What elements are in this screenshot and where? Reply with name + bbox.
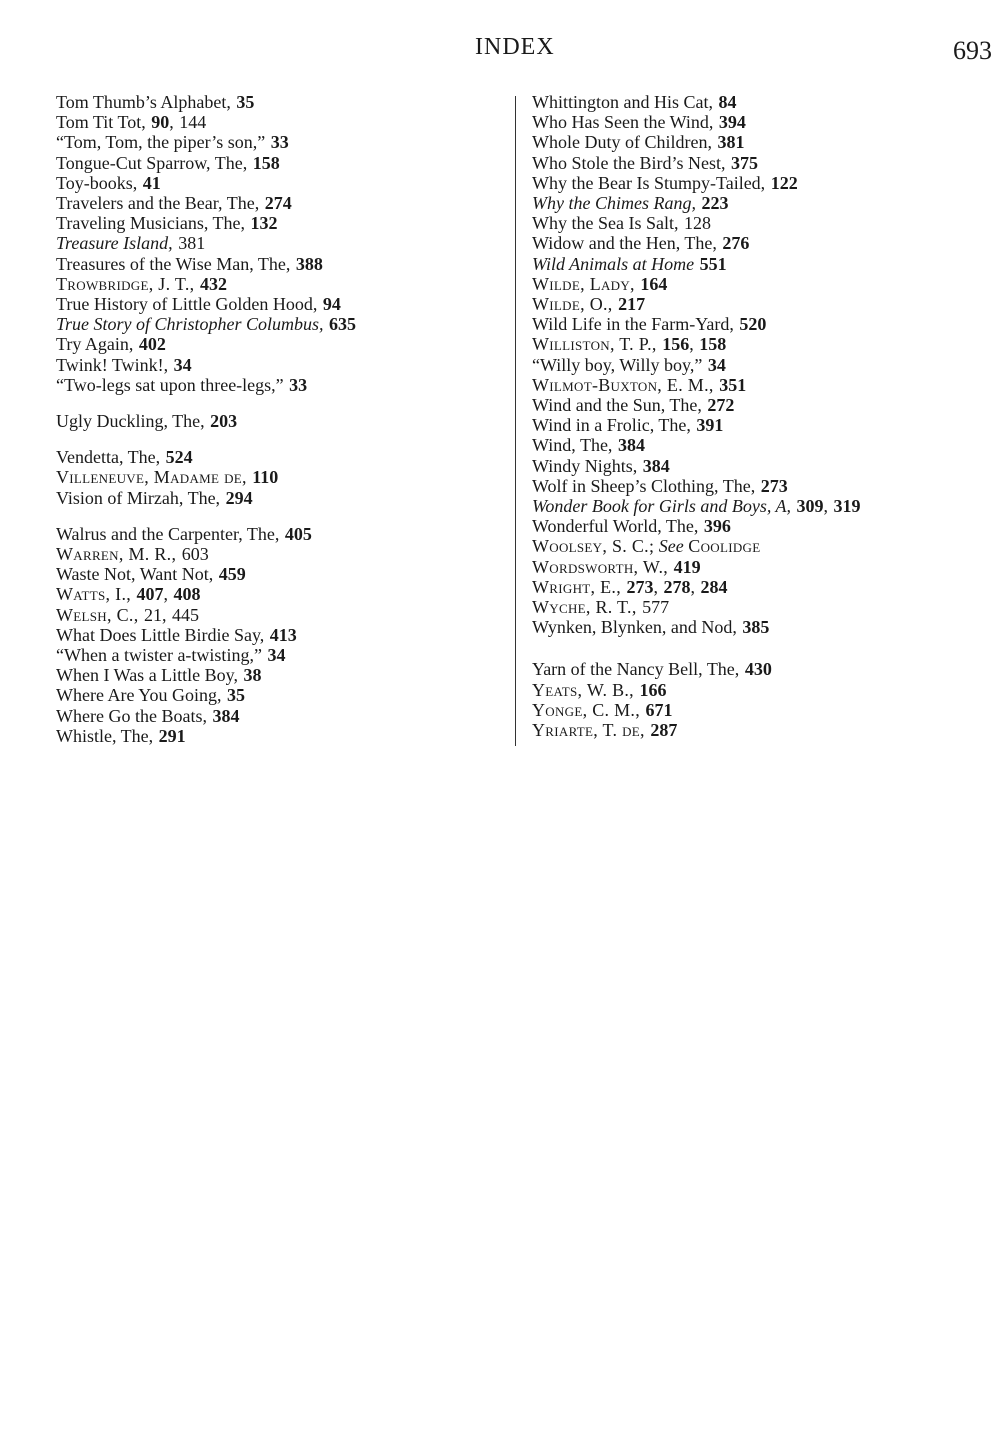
page-reference: 158 [699, 334, 727, 355]
entry-title: Wild Life in the Farm-Yard, [532, 314, 734, 335]
index-entry [56, 726, 496, 746]
index-entry [56, 665, 496, 685]
index-entry [532, 557, 992, 577]
index-entry [56, 92, 496, 112]
index-entry [532, 193, 992, 213]
index-entry [532, 680, 992, 700]
page-reference: 274 [264, 193, 292, 214]
see-target: Coolidge [688, 536, 761, 557]
index-entry [532, 314, 992, 334]
entry-title: Toy-books, [56, 172, 138, 193]
page-reference: 33 [270, 132, 289, 153]
page-reference: 384 [212, 705, 240, 726]
entry-title: Why the Sea Is Salt, [532, 213, 679, 234]
page-reference: 276 [722, 233, 750, 254]
index-entry [56, 706, 496, 726]
index-entry [532, 536, 992, 556]
page-reference: 388 [295, 253, 323, 274]
page-reference: 34 [173, 354, 192, 375]
entry-title: Waste Not, Want Not, [56, 564, 214, 585]
page-reference: 21 [144, 604, 162, 625]
page-reference: 110 [252, 467, 279, 488]
index-entry [56, 411, 496, 431]
entry-title: Where Go the Boats, [56, 705, 207, 726]
index-column-left [56, 92, 496, 746]
index-entry [56, 294, 496, 314]
index-entry [532, 415, 992, 435]
index-entry [56, 132, 496, 152]
entry-title: Wind in a Frolic, The, [532, 415, 691, 436]
index-letter-group [56, 92, 496, 395]
entry-title: Yarn of the Nancy Bell, The, [532, 659, 740, 680]
page-reference: 294 [225, 487, 253, 508]
index-entry [532, 254, 992, 274]
page-reference: 520 [739, 314, 767, 335]
page-reference: 217 [618, 294, 646, 315]
entry-title: Woolsey, S. C.; [532, 536, 655, 557]
index-entry [532, 700, 992, 720]
entry-title: Watts, I., [56, 584, 132, 605]
index-entry [56, 314, 496, 334]
entry-title: Vendetta, The, [56, 447, 161, 468]
entry-title: Windy Nights, [532, 455, 638, 476]
entry-title: Ugly Duckling, The, [56, 411, 205, 432]
page-reference: 35 [236, 92, 255, 112]
page-reference: 34 [267, 645, 286, 666]
index-entry [56, 153, 496, 173]
page-reference: 38 [243, 665, 262, 686]
index-letter-group [532, 659, 992, 740]
index-entry [532, 132, 992, 152]
page-reference: 407 [136, 584, 164, 605]
index-column-right [532, 92, 992, 740]
entry-title: “Willy boy, Willy boy,” [532, 354, 703, 375]
page-reference: 35 [226, 685, 245, 706]
page-reference: 432 [199, 273, 227, 294]
entry-title: Warren, M. R., [56, 544, 177, 565]
entry-title: Widow and the Hen, The, [532, 233, 717, 254]
index-entry [56, 173, 496, 193]
entry-title: Vision of Mirzah, The, [56, 487, 221, 508]
entry-title: What Does Little Birdie Say, [56, 624, 265, 645]
entry-title: Wind and the Sun, The, [532, 395, 702, 416]
entry-title: Twink! Twink!, [56, 354, 169, 375]
entry-title: Wolf in Sheep’s Clothing, The, [532, 475, 756, 496]
page-reference: 430 [744, 659, 772, 680]
index-entry [56, 254, 496, 274]
index-letter-group [56, 447, 496, 508]
index-entry: Welsh, C., 21, 445 [56, 604, 199, 625]
entry-title: Wright, E., [532, 576, 622, 597]
index-entry [56, 193, 496, 213]
page-reference: 385 [742, 617, 770, 638]
entry-title: Trowbridge, J. T., [56, 273, 195, 294]
page-reference: 94 [322, 294, 341, 315]
index-entry [56, 685, 496, 705]
page-number: 693 [953, 36, 992, 65]
page-reference: 272 [707, 395, 735, 416]
page-reference: 156 [662, 334, 690, 355]
index-entry [532, 173, 992, 193]
index-entry [56, 274, 496, 294]
page-reference: 33 [289, 374, 308, 395]
index-entry [532, 476, 992, 496]
entry-title: Williston, T. P., [532, 334, 657, 355]
index-entry [56, 625, 496, 645]
index-entry [56, 564, 496, 584]
page-reference: 391 [696, 415, 724, 436]
index-entry [532, 233, 992, 253]
index-entry [532, 435, 992, 455]
index-entry [56, 334, 496, 354]
entry-title: Who Has Seen the Wind, [532, 112, 714, 133]
page-reference: 278 [663, 576, 691, 597]
page-reference: 445 [172, 604, 199, 625]
page-reference: 291 [158, 725, 186, 746]
entry-title: Yeats, W. B., [532, 679, 634, 700]
index-entry [56, 447, 496, 467]
page-reference: 405 [284, 523, 312, 544]
index-letter-group [532, 92, 992, 637]
entry-title: Walrus and the Carpenter, The, [56, 523, 280, 544]
page-reference: 273 [626, 576, 654, 597]
entry-title: Wordsworth, W., [532, 556, 669, 577]
page-reference: 603 [181, 544, 209, 565]
entry-title: Who Stole the Bird’s Nest, [532, 152, 726, 173]
entry-title: When I Was a Little Boy, [56, 665, 239, 686]
entry-title: Whistle, The, [56, 725, 154, 746]
entry-title: Wonder Book for Girls and Boys, A, [532, 496, 791, 517]
page-reference: 90 [151, 112, 170, 133]
see-reference: See [658, 536, 684, 557]
column-divider [515, 96, 516, 746]
entry-title: Why the Chimes Rang, [532, 193, 696, 214]
page-reference: 671 [645, 699, 673, 720]
page-reference: 223 [701, 193, 729, 214]
entry-title: Welsh, C., [56, 604, 139, 625]
index-entry [532, 375, 992, 395]
page-reference: 408 [173, 584, 201, 605]
entry-title: Why the Bear Is Stumpy-Tailed, [532, 172, 766, 193]
entry-title: Tongue-Cut Sparrow, The, [56, 152, 248, 173]
entry-title: Wilde, O., [532, 294, 613, 315]
entry-title: Yonge, C. M., [532, 699, 641, 720]
entry-title: True History of Little Golden Hood, [56, 294, 318, 315]
index-entry: Wright, E., 273, 278, 284 [532, 576, 728, 597]
page-reference: 128 [683, 213, 711, 234]
page-title: INDEX [475, 34, 555, 60]
index-entry [532, 355, 992, 375]
index-entry [56, 233, 496, 253]
entry-title: Try Again, [56, 334, 134, 355]
page-reference: 394 [718, 112, 746, 133]
entry-title: “Two-legs sat upon three-legs,” [56, 374, 284, 395]
entry-title: Wynken, Blynken, and Nod, [532, 617, 737, 638]
entry-title: Wyche, R. T., [532, 597, 637, 618]
index-letter-group [56, 524, 496, 746]
entry-title: Treasures of the Wise Man, The, [56, 253, 291, 274]
page-reference: 122 [770, 172, 798, 193]
index-entry: Watts, I., 407, 408 [56, 584, 201, 605]
index-entry [56, 467, 496, 487]
page-reference: 635 [329, 314, 357, 335]
index-entry [532, 153, 992, 173]
index-entry: Tom Tit Tot, 90, 144 [56, 112, 207, 133]
index-entry: Wonder Book for Girls and Boys, A, 309, 319 [532, 496, 861, 517]
entry-title: Whittington and His Cat, [532, 92, 713, 112]
index-entry [532, 617, 992, 637]
entry-title: Wilmot-Buxton, E. M., [532, 374, 714, 395]
entry-title: Tom Thumb’s Alphabet, [56, 92, 231, 112]
page-reference: 41 [142, 172, 161, 193]
page-reference: 144 [179, 112, 207, 133]
entry-title: “When a twister a-twisting,” [56, 645, 262, 666]
entry-title: True Story of Christopher Columbus, [56, 314, 324, 335]
page-reference: 413 [269, 624, 297, 645]
page-reference: 287 [650, 720, 678, 741]
page-reference: 381 [717, 132, 745, 153]
page-reference: 132 [250, 213, 278, 234]
index-entry [532, 112, 992, 132]
index-entry [532, 213, 992, 233]
page-reference: 84 [718, 92, 737, 112]
page-reference: 164 [640, 273, 668, 294]
page-reference: 551 [699, 253, 727, 274]
index-entry [56, 524, 496, 544]
page-reference: 309 [796, 496, 824, 517]
page-reference: 402 [138, 334, 166, 355]
page-reference: 284 [700, 576, 728, 597]
index-entry [532, 274, 992, 294]
entry-title: Wild Animals at Home [532, 253, 695, 274]
entry-title: Tom Tit Tot, [56, 112, 146, 133]
page-reference: 384 [642, 455, 670, 476]
page-reference: 384 [617, 435, 645, 456]
index-entry [532, 456, 992, 476]
page-reference: 203 [210, 411, 238, 432]
index-letter-group [56, 411, 496, 431]
entry-title: Wilde, Lady, [532, 273, 635, 294]
index-entry [56, 213, 496, 233]
entry-title: Wind, The, [532, 435, 613, 456]
index-entry [532, 720, 992, 740]
index-entry [56, 375, 496, 395]
entry-title: Where Are You Going, [56, 685, 222, 706]
page-reference: 351 [719, 374, 747, 395]
entry-title: Yriarte, T. de, [532, 720, 645, 741]
index-entry: Williston, T. P., 156, 158 [532, 334, 727, 355]
index-entry [56, 488, 496, 508]
index-entry [532, 597, 992, 617]
running-head [0, 30, 1000, 70]
entry-title: Traveling Musicians, The, [56, 213, 245, 234]
page-reference: 166 [639, 679, 667, 700]
index-entry [56, 544, 496, 564]
page-reference: 419 [673, 556, 701, 577]
page-reference: 524 [165, 447, 193, 468]
entry-title: Wonderful World, The, [532, 516, 699, 537]
index-entry [532, 294, 992, 314]
page-reference: 273 [760, 475, 788, 496]
page-reference: 375 [730, 152, 758, 173]
entry-title: Treasure Island, [56, 233, 173, 254]
page-reference: 319 [833, 496, 861, 517]
index-entry [56, 355, 496, 375]
page-reference: 459 [218, 564, 246, 585]
entry-title: Travelers and the Bear, The, [56, 193, 260, 214]
index-entry [56, 645, 496, 665]
index-entry [532, 395, 992, 415]
page-reference: 396 [703, 516, 731, 537]
index-entry [532, 516, 992, 536]
page-reference: 577 [642, 597, 670, 618]
index-entry [532, 92, 992, 112]
index-entry [532, 659, 992, 679]
page-reference: 158 [252, 152, 280, 173]
page-reference: 381 [178, 233, 206, 254]
entry-title: “Tom, Tom, the piper’s son,” [56, 132, 266, 153]
entry-title: Villeneuve, Madame de, [56, 467, 247, 488]
entry-title: Whole Duty of Children, [532, 132, 712, 153]
page-reference: 34 [707, 354, 726, 375]
